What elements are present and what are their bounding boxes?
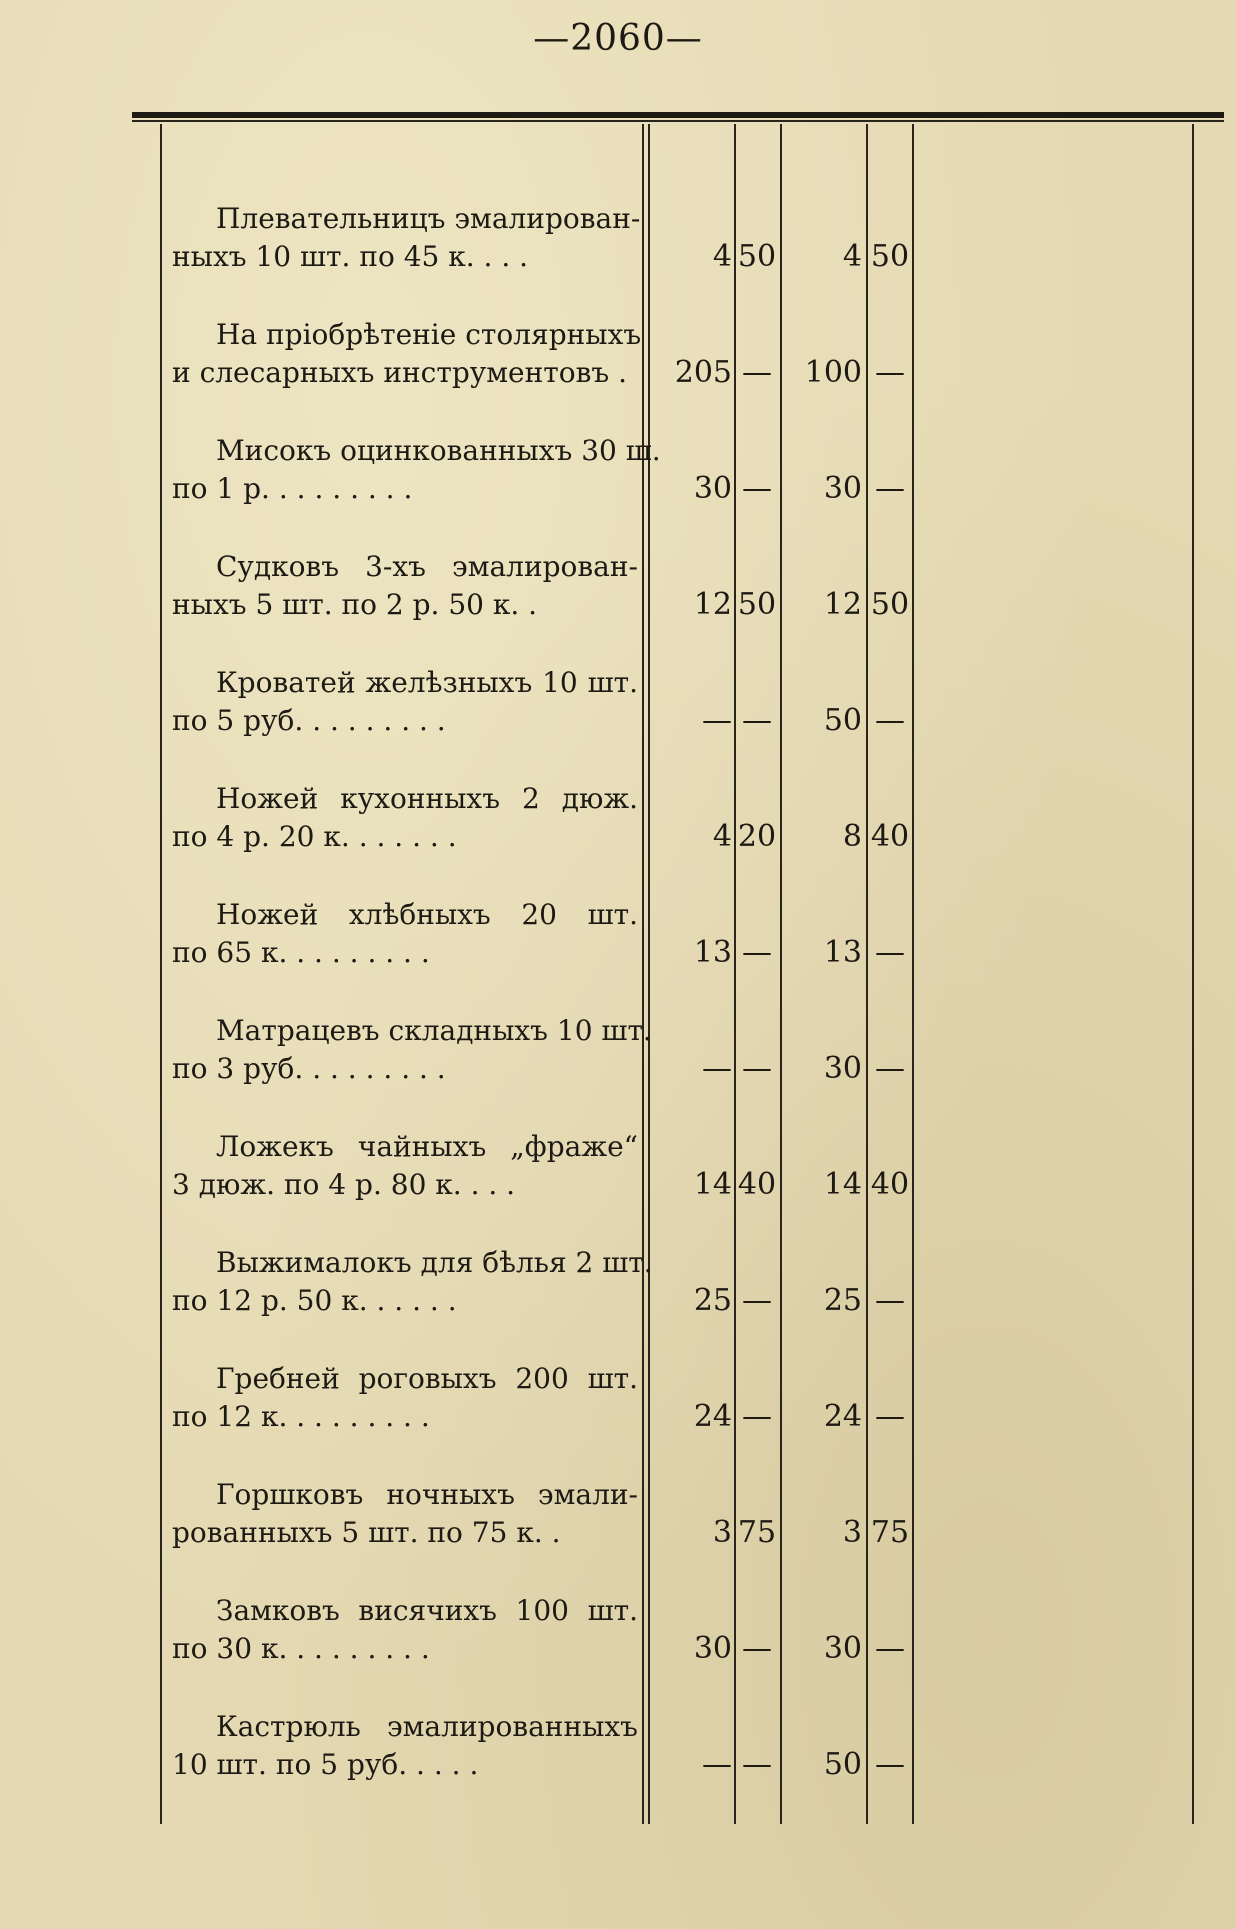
amount-kopeks-2: — <box>875 1051 905 1086</box>
ledger-entry <box>0 780 1236 890</box>
ledger-entry <box>0 1592 1236 1702</box>
amount-rubles-2: 25 <box>823 1283 862 1318</box>
entry-line-2: по 4 р. 20 к. . . . . . . <box>172 820 457 853</box>
amount-rubles-2: 8 <box>842 819 862 854</box>
ledger-entry <box>0 548 1236 658</box>
amount-kopeks-2: 40 <box>870 819 910 854</box>
amount-kopeks-2: — <box>875 1631 905 1666</box>
ledger-entry <box>0 1476 1236 1586</box>
page-number: —2060— <box>533 18 703 59</box>
amount-kopeks-1: — <box>742 1631 772 1666</box>
entry-line-1: Кроватей желѣзныхъ 10 шт. <box>216 666 638 699</box>
amount-rubles-1: 13 <box>693 935 732 970</box>
entry-line-2: и слесарныхъ инструментовъ . <box>172 356 627 389</box>
amount-rubles-2: 4 <box>842 239 862 274</box>
entry-line-2: по 5 руб. . . . . . . . . <box>172 704 446 737</box>
amount-rubles-1: 12 <box>693 587 732 622</box>
amount-rubles-1: 4 <box>712 239 732 274</box>
amount-kopeks-2: 50 <box>870 239 910 274</box>
amount-rubles-1: 14 <box>693 1167 732 1202</box>
amount-rubles-1: — <box>702 703 732 738</box>
amount-rubles-1: — <box>702 1747 732 1782</box>
amount-rubles-2: 30 <box>823 1051 862 1086</box>
amount-rubles-2: 12 <box>823 587 862 622</box>
entry-line-1: Кастрюль эмалированныхъ <box>216 1710 638 1743</box>
ledger-entry <box>0 432 1236 542</box>
amount-rubles-2: 3 <box>842 1515 862 1550</box>
amount-kopeks-1: — <box>742 935 772 970</box>
amount-kopeks-2: — <box>875 703 905 738</box>
entry-line-2: по 30 к. . . . . . . . . <box>172 1632 430 1665</box>
entry-line-2: ныхъ 10 шт. по 45 к. . . . <box>172 240 529 273</box>
amount-kopeks-2: 50 <box>870 587 910 622</box>
amount-rubles-1: 4 <box>712 819 732 854</box>
ledger-entry <box>0 664 1236 774</box>
ledger-entry <box>0 1244 1236 1354</box>
amount-rubles-2: 50 <box>823 1747 862 1782</box>
header-rule-thick <box>132 112 1224 118</box>
entry-line-1: Судковъ 3-хъ эмалирован- <box>216 550 638 583</box>
entry-line-1: Ложекъ чайныхъ „фраже“ <box>216 1130 638 1163</box>
amount-kopeks-2: 75 <box>870 1515 910 1550</box>
amount-rubles-1: 30 <box>693 471 732 506</box>
amount-kopeks-1: 50 <box>737 587 777 622</box>
amount-rubles-2: 24 <box>823 1399 862 1434</box>
amount-rubles-1: 24 <box>693 1399 732 1434</box>
amount-rubles-1: — <box>702 1051 732 1086</box>
ledger-entry <box>0 316 1236 426</box>
entry-line-2: по 12 к. . . . . . . . . <box>172 1400 430 1433</box>
entry-line-1: Матрацевъ складныхъ 10 шт. <box>216 1014 652 1047</box>
amount-kopeks-1: 20 <box>737 819 777 854</box>
entry-line-1: Выжималокъ для бѣлья 2 шт. <box>216 1246 653 1279</box>
amount-kopeks-1: — <box>742 1283 772 1318</box>
amount-kopeks-2: — <box>875 1747 905 1782</box>
amount-kopeks-1: 75 <box>737 1515 777 1550</box>
amount-kopeks-1: — <box>742 355 772 390</box>
ledger-entry <box>0 1012 1236 1122</box>
header-rule-thin <box>132 120 1224 122</box>
entry-line-2: ныхъ 5 шт. по 2 р. 50 к. . <box>172 588 538 621</box>
ledger-entry <box>0 896 1236 1006</box>
entry-line-2: по 65 к. . . . . . . . . <box>172 936 430 969</box>
entry-line-2: по 3 руб. . . . . . . . . <box>172 1052 446 1085</box>
amount-rubles-2: 30 <box>823 1631 862 1666</box>
amount-kopeks-1: 50 <box>737 239 777 274</box>
amount-kopeks-1: — <box>742 703 772 738</box>
amount-rubles-2: 13 <box>823 935 862 970</box>
amount-kopeks-2: — <box>875 1283 905 1318</box>
entry-line-2: по 1 р. . . . . . . . . <box>172 472 413 505</box>
entry-line-1: Плевательницъ эмалирован- <box>216 202 641 235</box>
entry-line-1: Гребней роговыхъ 200 шт. <box>216 1362 638 1395</box>
amount-kopeks-1: — <box>742 471 772 506</box>
amount-kopeks-2: — <box>875 471 905 506</box>
amount-kopeks-2: — <box>875 355 905 390</box>
entry-line-2: 3 дюж. по 4 р. 80 к. . . . <box>172 1168 516 1201</box>
entry-line-1: Ножей хлѣбныхъ 20 шт. <box>216 898 638 931</box>
amount-rubles-1: 205 <box>674 355 732 390</box>
amount-rubles-1: 30 <box>693 1631 732 1666</box>
entry-line-2: 10 шт. по 5 руб. . . . . <box>172 1748 479 1781</box>
amount-rubles-2: 14 <box>823 1167 862 1202</box>
ledger-entry <box>0 1708 1236 1818</box>
amount-rubles-2: 50 <box>823 703 862 738</box>
amount-kopeks-1: — <box>742 1051 772 1086</box>
amount-kopeks-1: — <box>742 1399 772 1434</box>
amount-rubles-2: 100 <box>804 355 862 390</box>
entry-line-1: Ножей кухонныхъ 2 дюж. <box>216 782 638 815</box>
amount-rubles-1: 25 <box>693 1283 732 1318</box>
ledger-entry <box>0 1128 1236 1238</box>
amount-kopeks-1: 40 <box>737 1167 777 1202</box>
entry-line-1: Мисокъ оцинкованныхъ 30 ш. <box>216 434 661 467</box>
entry-line-1: Горшковъ ночныхъ эмали- <box>216 1478 638 1511</box>
ledger-entry <box>0 200 1236 310</box>
ledger-entry <box>0 1360 1236 1470</box>
amount-rubles-2: 30 <box>823 471 862 506</box>
amount-rubles-1: 3 <box>712 1515 732 1550</box>
amount-kopeks-2: 40 <box>870 1167 910 1202</box>
amount-kopeks-2: — <box>875 1399 905 1434</box>
amount-kopeks-1: — <box>742 1747 772 1782</box>
entry-line-2: по 12 р. 50 к. . . . . . <box>172 1284 457 1317</box>
entry-line-1: На пріобрѣтеніе столярныхъ <box>216 318 642 351</box>
entry-line-2: рованныхъ 5 шт. по 75 к. . <box>172 1516 561 1549</box>
amount-kopeks-2: — <box>875 935 905 970</box>
entry-line-1: Замковъ висячихъ 100 шт. <box>216 1594 638 1627</box>
